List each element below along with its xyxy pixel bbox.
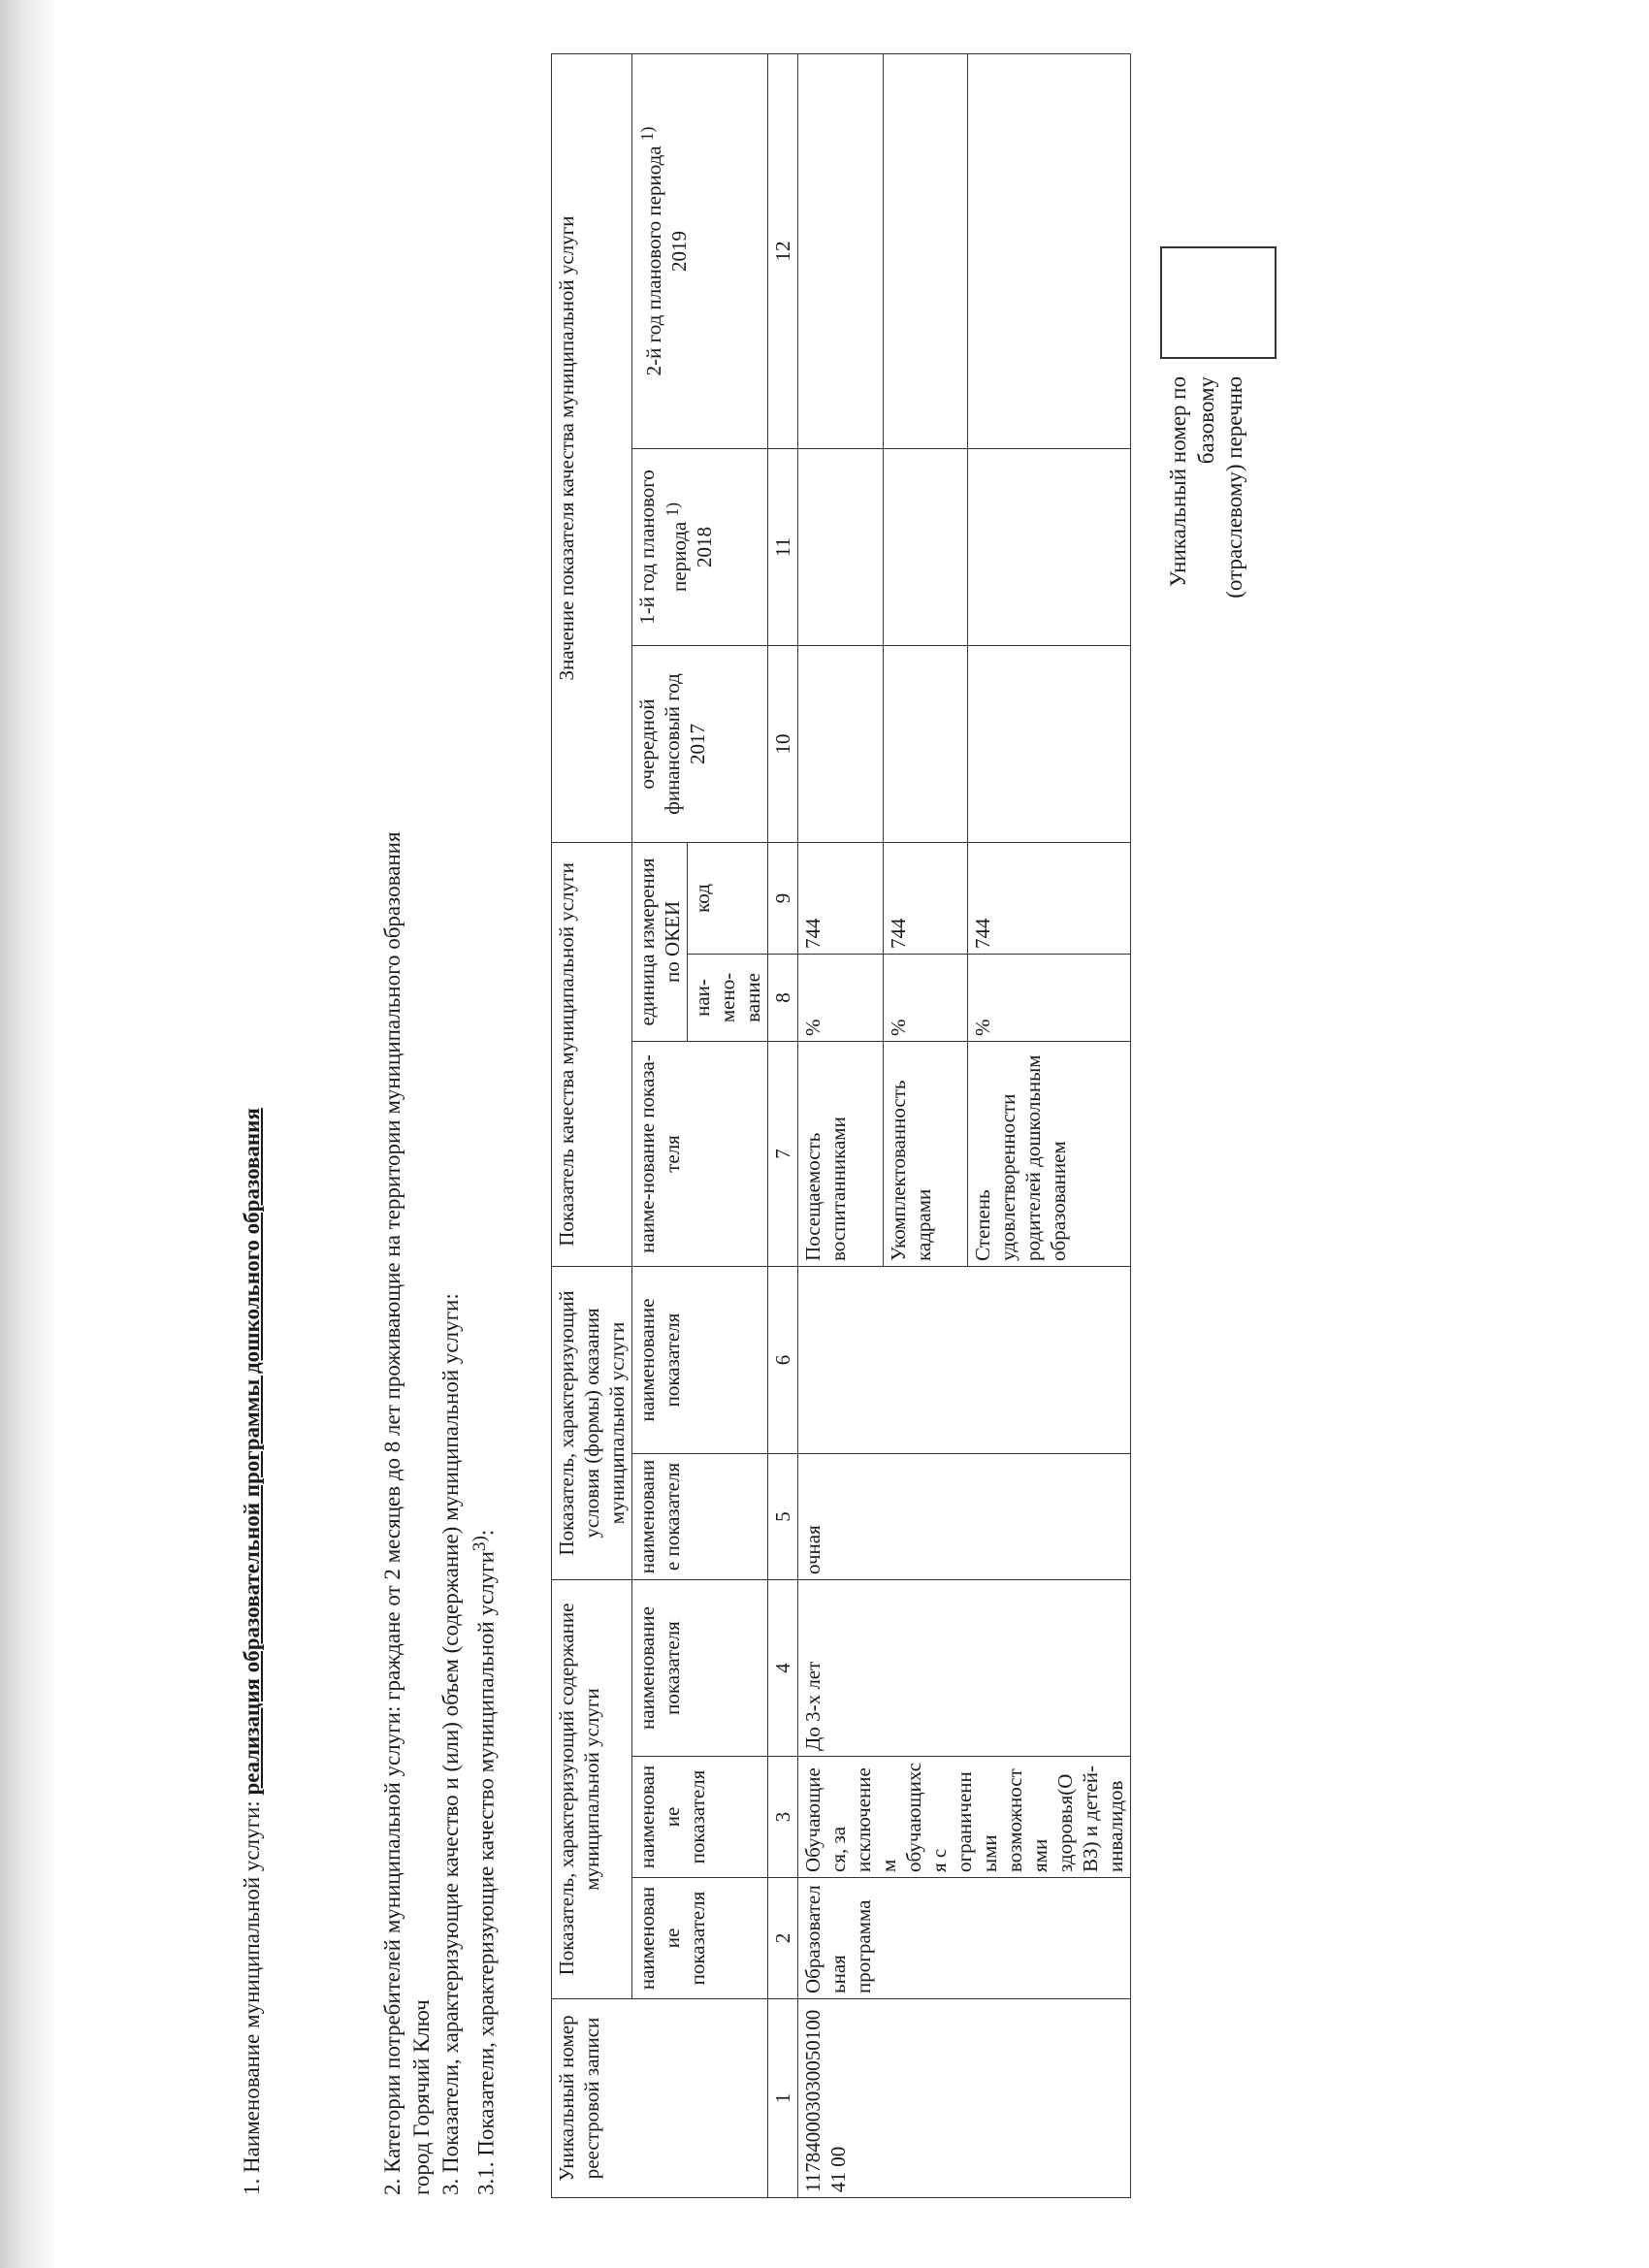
column-numbers-row: [768, 53, 798, 2197]
indicator-name: Степень удовлетворенности родителей дошкольным образованием: [968, 1041, 1131, 1266]
indicator-unit: %: [968, 954, 1131, 1041]
year1-value: 2018: [693, 526, 716, 567]
consumers-label: 2. Категории потребителей муниципальной услуги:: [380, 1705, 404, 2195]
col-num: 9: [768, 842, 798, 954]
header-c7: наиме-нование показа-теля: [632, 1041, 768, 1266]
col-num: 4: [768, 1579, 798, 1756]
col-num: 1: [768, 1999, 798, 2198]
year1-label: 1-й год планового периода $^{1)}$: [635, 470, 691, 625]
registry-number: 11784000303005010041 00: [798, 1999, 1131, 2198]
value-cell: [798, 53, 884, 448]
table-row: [798, 53, 884, 2197]
value-cell: [798, 645, 884, 842]
header-row-1: [552, 53, 632, 2197]
col-num: 8: [768, 954, 798, 1041]
consumers-text: граждане от 2 месяцев до 8 лет проживающие на территории муниципального образования: [380, 831, 404, 1701]
year0-value: 2017: [686, 723, 709, 764]
header-unit-name: наи-мено-вание: [688, 954, 768, 1041]
indicator-code: 744: [798, 842, 884, 954]
value-cell: [968, 645, 1131, 842]
consumers-line: [378, 831, 406, 2195]
header-content: Показатель, характеризующий содержание муниципальной услуги: [552, 1579, 632, 1998]
value-cell: [968, 53, 1131, 448]
header-year1: [632, 448, 768, 645]
value-cell: [883, 448, 968, 645]
header-unit: единица измерения по ОКЕИ: [632, 842, 688, 1041]
quality-indicators-table: [551, 53, 1131, 2198]
indicator-code: 744: [968, 842, 1131, 954]
header-c4: наименование показателя: [632, 1579, 768, 1756]
category-cell: Обучающиеся, за исключением обучающихся с ограниченными возможностями здоровья(ОВЗ) и детей-инвалидов: [798, 1757, 1131, 1878]
col-num: 7: [768, 1041, 798, 1266]
col-num: 6: [768, 1266, 798, 1453]
header-registry: Уникальный номер реестровой записи: [552, 1999, 768, 2198]
year2-label: 2-й год планового периода $^{1)}$: [637, 126, 665, 376]
header-quality: Показатель качества муниципальной услуги: [552, 842, 632, 1266]
form-cell: очная: [798, 1453, 1131, 1579]
indicator-unit: %: [798, 954, 884, 1041]
header-c2: наименование показателя: [632, 1878, 768, 1999]
header-c3: наименование показателя: [632, 1757, 768, 1878]
section-3-1-end: :: [473, 1529, 499, 1537]
header-year0: [632, 645, 768, 842]
col-num: 2: [768, 1878, 798, 1999]
value-cell: [968, 448, 1131, 645]
service-name-label: 1. Наименование муниципальной услуги:: [240, 1800, 264, 2195]
year2-value: 2019: [667, 230, 691, 272]
unique-number-label: Уникальный номер по базовому (отраслевому) перечню: [1166, 376, 1246, 599]
year0-label: очередной финансовый год: [635, 673, 684, 815]
header-c6: наименование показателя: [632, 1266, 768, 1453]
section-3-1-text: 3.1. Показатели, характеризующие качество муниципальной услуги: [473, 1551, 499, 2195]
indicator-name: Укомплектованность кадрами: [883, 1041, 968, 1266]
unique-number-box: [1160, 246, 1277, 359]
age-cell: До 3-х лет: [798, 1579, 1131, 1756]
service-name-line: [238, 1108, 266, 2195]
section-3-1-heading: [466, 1530, 501, 2195]
indicator-unit: %: [883, 954, 968, 1041]
col-num: 10: [768, 645, 798, 842]
indicator-name: Посещаемость воспитанниками: [798, 1041, 884, 1266]
consumers-city: город Горячий Ключ: [409, 1999, 434, 2195]
col-num: 12: [768, 53, 798, 448]
service-name: реализация образовательной программы дошкольного образования: [240, 1108, 264, 1796]
indicator-code: 744: [883, 842, 968, 954]
col-num: 11: [768, 448, 798, 645]
value-cell: [883, 53, 968, 448]
section-3-1-sup: 3): [469, 1536, 490, 1552]
header-c5: наименование показателя: [632, 1453, 768, 1579]
header-value: Значение показателя качества муниципальной услуги: [552, 53, 632, 842]
empty-cell: [798, 1266, 1131, 1453]
value-cell: [883, 645, 968, 842]
section-3-heading: 3. Показатели, характеризующие качество и (или) объем (содержание) муниципальной услуги:: [438, 1293, 463, 2195]
header-unit-code: код: [688, 842, 768, 954]
value-cell: [798, 448, 884, 645]
program-cell: Образовательная программа: [798, 1878, 1131, 1999]
header-row-2: [632, 53, 688, 2197]
header-year2: [632, 53, 768, 448]
col-num: 5: [768, 1453, 798, 1579]
header-conditions: Показатель, характеризующий условия (формы) оказания муниципальной услуги: [552, 1266, 632, 1579]
col-num: 3: [768, 1757, 798, 1878]
